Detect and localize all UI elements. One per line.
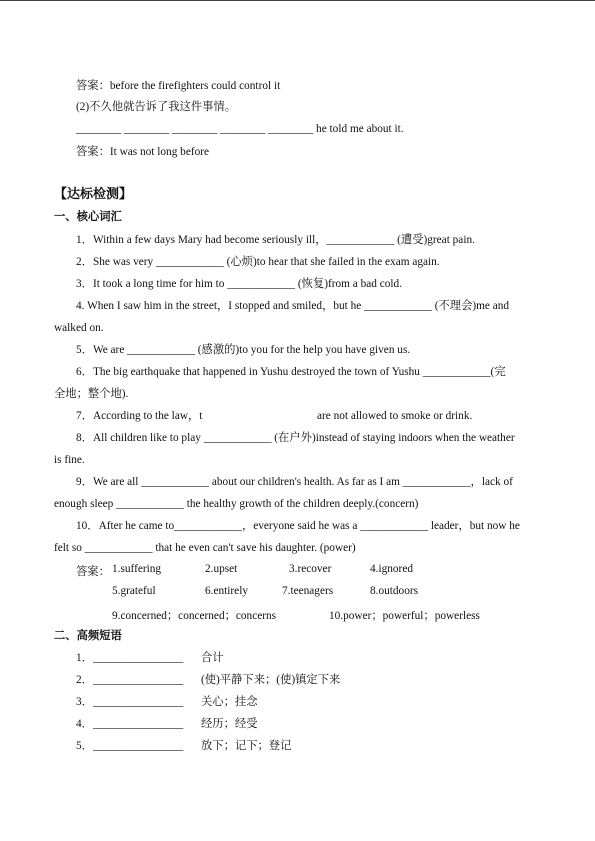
phrase-item xyxy=(76,717,183,731)
vocab-question-9-line2: enough sleep ____________ the healthy growth of the children deeply.(concern) xyxy=(54,498,419,510)
vocab-question-5: 5．We are ____________ (感激的)to you for the help you have given us. xyxy=(76,344,411,356)
phrase-blank: ________________ xyxy=(92,652,184,664)
vocab-question-4-line1: 4. When I saw him in the street，I stopped and smiled，but he ____________ (不理会)me and xyxy=(76,300,510,312)
vocab-question-9-line1: 9．We are all ____________ about our children's health. As far as I am ____________，lack of xyxy=(76,476,513,488)
phrase-meaning: 合计 xyxy=(201,652,224,664)
phrase-meaning: 关心；挂念 xyxy=(201,696,258,708)
phrase-meaning: 放下；记下；登记 xyxy=(201,740,292,752)
vocab-question-7-start: 7．According to the law，t xyxy=(76,410,203,422)
vocab-question-6-line2: 全地；整个地). xyxy=(54,388,129,400)
part1-heading: 一、核心词汇 xyxy=(54,211,122,223)
answer-5: 5.grateful xyxy=(112,585,156,597)
answer-6: 6.entirely xyxy=(205,585,248,597)
vocab-question-1: 1．Within a few days Mary had become seriously ill，____________ (遭受)great pain. xyxy=(76,234,475,246)
answer-4: 4.ignored xyxy=(370,563,413,575)
phrase-blank: ________________ xyxy=(92,718,184,730)
part2-heading: 二、高频短语 xyxy=(54,630,122,642)
section-title: 【达标检测】 xyxy=(54,186,133,201)
phrase-number: 5． xyxy=(76,740,93,752)
answer-8: 8.outdoors xyxy=(370,585,419,597)
vocab-question-10-line2: felt so ____________ that he even can't save his daughter. (power) xyxy=(54,542,356,554)
phrase-item xyxy=(76,695,183,709)
vocab-question-8-line1: 8．All children like to play ____________ (在户外)instead of staying indoors when the weather xyxy=(76,432,515,444)
question-2-prompt: (2)不久他就告诉了我这件事情。 xyxy=(76,101,237,113)
phrase-number: 4． xyxy=(76,718,93,730)
vocab-question-4-line2: walked on. xyxy=(54,322,104,334)
vocab-question-2: 2．She was very ____________ (心烦)to hear that she failed in the exam again. xyxy=(76,256,440,268)
answer-line-2: 答案：It was not long before xyxy=(76,146,210,158)
answer-3: 3.recover xyxy=(289,563,332,575)
phrase-number: 1． xyxy=(76,652,93,664)
phrase-number: 2． xyxy=(76,674,93,686)
answer-2: 2.upset xyxy=(205,563,238,575)
phrase-item xyxy=(76,651,183,665)
page-top-rule xyxy=(0,0,595,1)
phrase-number: 3． xyxy=(76,696,93,708)
vocab-question-8-line2: is fine. xyxy=(54,454,85,466)
answers-label: 答案： xyxy=(76,566,110,578)
answer-7: 7.teenagers xyxy=(282,585,334,597)
phrase-meaning: (使)平静下来；(使)镇定下来 xyxy=(201,674,341,686)
phrase-meaning: 经历；经受 xyxy=(201,718,258,730)
vocab-question-7-end: are not allowed to smoke or drink. xyxy=(317,410,473,422)
phrase-blank: ________________ xyxy=(92,696,184,708)
question-2-blanks: ________ ________ ________ ________ ________ he told me about it. xyxy=(76,123,404,135)
answer-1: 1.suffering xyxy=(112,563,162,575)
vocab-question-3: 3．It took a long time for him to ____________ (恢复)from a bad cold. xyxy=(76,278,402,290)
phrase-item xyxy=(76,673,183,687)
vocab-question-6-line1: 6．The big earthquake that happened in Yushu destroyed the town of Yushu ____________(完 xyxy=(76,366,506,378)
phrase-item xyxy=(76,739,183,753)
answer-line-1: 答案：before the firefighters could control it xyxy=(76,80,281,92)
vocab-question-10-line1: 10．After he came to____________，everyone said he was a ____________ leader，but now he xyxy=(76,520,520,532)
answer-9: 9.concerned；concerned；concerns xyxy=(112,610,277,622)
phrase-blank: ________________ xyxy=(92,674,184,686)
answer-10: 10.power；powerful；powerless xyxy=(329,610,480,622)
phrase-blank: ________________ xyxy=(92,740,184,752)
